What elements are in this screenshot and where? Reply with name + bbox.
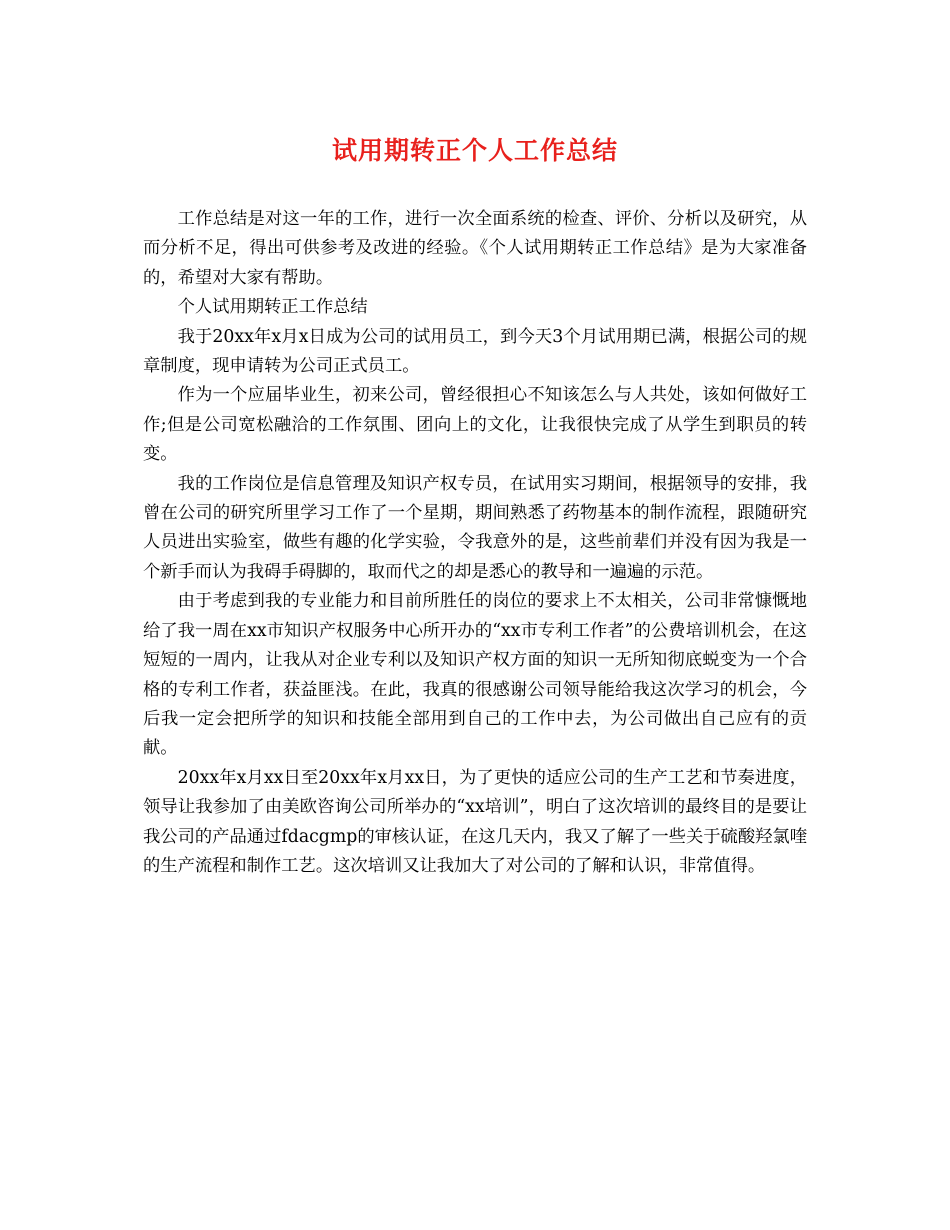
document-title: 试用期转正个人工作总结 [331,136,618,165]
paragraph-gmp-training: 20xx年x月xx日至20xx年x月xx日，为了更快的适应公司的生产工艺和节奏进度，领导让我参加了由美欧咨询公司所举办的“xx培训”，明白了这次培训的最终目的是要让我公司的产品通过fdacgmp的审核认证，在这几天内，我又了解了一些关于硫酸羟氯喹的生产流程和制作工艺。这次培训又让我加大了对公司的了解和认识，非常值得。 [143,767,807,876]
paragraph-application: 我于20xx年x月x日成为公司的试用员工，到今天3个月试用期已满，根据公司的规章制度，现申请转为公司正式员工。 [143,326,807,377]
document-body [143,205,807,881]
paragraph-intro: 工作总结是对这一年的工作，进行一次全面系统的检查、评价、分析以及研究，从而分析不足，得出可供参考及改进的经验。《个人试用期转正工作总结》是为大家准备的，希望对大家有帮助。 [143,209,807,288]
paragraph-adaptation: 作为一个应届毕业生，初来公司，曾经很担心不知该怎么与人共处，该如何做好工作;但是公司宽松融洽的工作氛围、团向上的文化，让我很快完成了从学生到职员的转变。 [143,385,807,465]
paragraph-patent-training: 由于考虑到我的专业能力和目前所胜任的岗位的要求上不太相关，公司非常慷慨地给了我一周在xx市知识产权服务中心所开办的“xx市专利工作者”的公费培训机会，在这短短的一周内，让我从对企业专利以及知识产权方面的知识一无所知彻底蜕变为一个合格的专利工作者，获益匪浅。在此，我真的很感谢公司领导能给我这次学习的机会，今后我一定会把所学的知识和技能全部用到自己的工作中去，为公司做出自己应有的贡献。 [143,591,807,759]
paragraph-subtitle: 个人试用期转正工作总结 [177,297,368,318]
paragraph-position: 我的工作岗位是信息管理及知识产权专员，在试用实习期间，根据领导的安排，我曾在公司的研究所里学习工作了一个星期，期间熟悉了药物基本的制作流程，跟随研究人员进出实验室，做些有趣的化学实验，令我意外的是，这些前辈们并没有因为我是一个新手而认为我碍手碍脚的，取而代之的却是悉心的教导和一遍遍的示范。 [143,473,807,582]
